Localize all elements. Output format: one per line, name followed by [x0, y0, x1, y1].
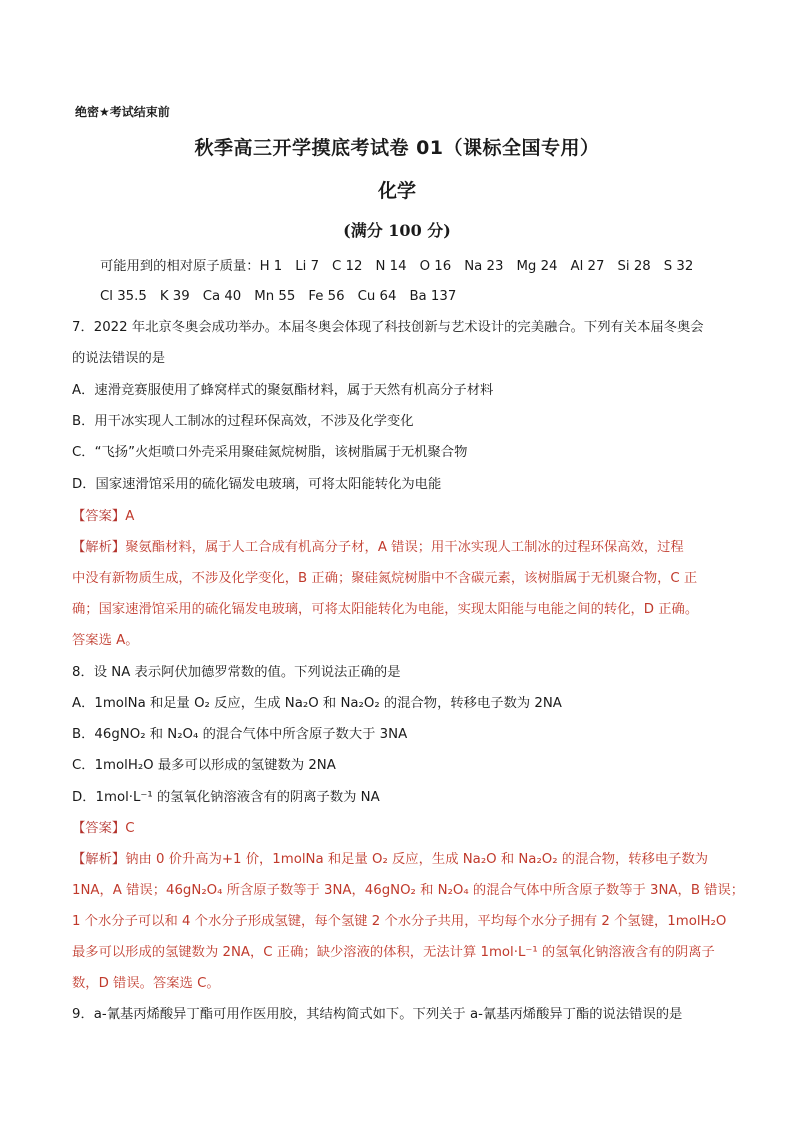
analysis-text: 聚氨酯材料，属于人工合成有机高分子材，A 错误；用干冰实现人工制冰的过程环保高效，过程 [125, 540, 684, 555]
mass-item: Mg 24 [516, 259, 558, 274]
q7-analysis-line-2: 中没有新物质生成，不涉及化学变化，B 正确；聚硅氮烷树脂中不含碳元素，该树脂属于无机聚合物，C 正 [72, 571, 698, 586]
q7-stem-line-1: 7．2022 年北京冬奥会成功举办。本届冬奥会体现了科技创新与艺术设计的完美融合。下列有关本届冬奥会 [72, 320, 704, 335]
atomic-masses-row-2 [100, 287, 760, 307]
q7-option-a: A．速滑竞赛服使用了蜂窝样式的聚氨酯材料，属于天然有机高分子材料 [72, 383, 494, 398]
q8-stem: 8．设 NA 表示阿伏加德罗常数的值。下列说法正确的是 [72, 665, 401, 680]
q7-analysis-line-1 [72, 538, 732, 558]
answer-label: 【答案】 [72, 509, 126, 524]
mass-item: Cu 64 [357, 289, 397, 304]
mass-item: Ba 137 [409, 289, 457, 304]
mass-item: Ca 40 [202, 289, 242, 304]
q8-analysis-line-1 [72, 850, 732, 870]
q7-analysis-line-4: 答案选 A。 [72, 633, 139, 648]
mass-item: C 12 [332, 259, 363, 274]
q8-option-d: D．1mol·L⁻¹ 的氢氧化钠溶液含有的阴离子数为 NA [72, 790, 380, 805]
q8-analysis-line-4: 最多可以形成的氢键数为 2NA，C 正确；缺少溶液的体积，无法计算 1mol·L⁻¹ 的氢氧化钠溶液含有的阴离子 [72, 945, 715, 960]
mass-item: S 32 [663, 259, 694, 274]
q7-analysis-line-3: 确；国家速滑馆采用的硫化镉发电玻璃，可将太阳能转化为电能，实现太阳能与电能之间的转化，D 正确。 [72, 602, 699, 617]
q9-stem: 9．a-氰基丙烯酸异丁酯可用作医用胶，其结构简式如下。下列关于 a-氰基丙烯酸异丁酯的说法错误的是 [72, 1007, 683, 1022]
q7-option-d: D．国家速滑馆采用的硫化镉发电玻璃，可将太阳能转化为电能 [72, 477, 442, 492]
mass-item: Mn 55 [254, 289, 296, 304]
mass-item: N 14 [375, 259, 407, 274]
q8-option-c: C．1molH₂O 最多可以形成的氢键数为 2NA [72, 758, 336, 773]
q8-analysis-line-3: 1 个水分子可以和 4 个水分子形成氢键，每个氢键 2 个水分子共用，平均每个水分子拥有 2 个氢键，1molH₂O [72, 914, 727, 929]
q8-answer [72, 819, 732, 839]
analysis-text: 钠由 0 价升高为+1 价，1molNa 和足量 O₂ 反应，生成 Na₂O 和 Na₂O₂ 的混合物，转移电子数为 [125, 852, 709, 867]
mass-item: Fe 56 [308, 289, 345, 304]
answer-value: C [125, 821, 135, 836]
q7-answer [72, 507, 732, 527]
mass-item: Al 27 [570, 259, 605, 274]
exam-title: 秋季高三开学摸底考试卷 01（课标全国专用） [194, 137, 600, 159]
q7-option-b: B．用干冰实现人工制冰的过程环保高效，不涉及化学变化 [72, 414, 414, 429]
answer-value: A [125, 509, 135, 524]
q7-option-c: C．“飞扬”火炬喷口外壳采用聚硅氮烷树脂，该树脂属于无机聚合物 [72, 445, 468, 460]
mass-item: K 39 [159, 289, 190, 304]
full-score: (满分 100 分) [343, 221, 451, 240]
analysis-label: 【解析】 [72, 852, 126, 867]
mass-item: Na 23 [464, 259, 504, 274]
mass-item: Cl 35.5 [100, 289, 147, 304]
mass-item: H 1 [259, 259, 283, 274]
q8-analysis-line-2: 1NA，A 错误；46gN₂O₄ 所含原子数等于 3NA，46gNO₂ 和 N₂O₄ 的混合气体中所含原子数等于 3NA，B 错误； [72, 883, 745, 898]
mass-item: Li 7 [295, 259, 320, 274]
subject-title: 化学 [377, 180, 416, 202]
q7-stem-line-2: 的说法错误的是 [72, 351, 166, 366]
answer-label: 【答案】 [72, 821, 126, 836]
q8-analysis-line-5: 数，D 错误。答案选 C。 [72, 976, 220, 991]
atomic-masses-row-1 [100, 257, 760, 277]
secret-label: 绝密★考试结束前 [75, 105, 170, 119]
q8-option-b: B．46gNO₂ 和 N₂O₄ 的混合气体中所含原子数大于 3NA [72, 727, 408, 742]
analysis-label: 【解析】 [72, 540, 126, 555]
mass-item: Si 28 [617, 259, 651, 274]
atomic-masses-prefix: 可能用到的相对原子质量： [100, 259, 260, 274]
mass-item: O 16 [419, 259, 452, 274]
q8-option-a: A．1molNa 和足量 O₂ 反应，生成 Na₂O 和 Na₂O₂ 的混合物，转移电子数为 2NA [72, 696, 562, 711]
